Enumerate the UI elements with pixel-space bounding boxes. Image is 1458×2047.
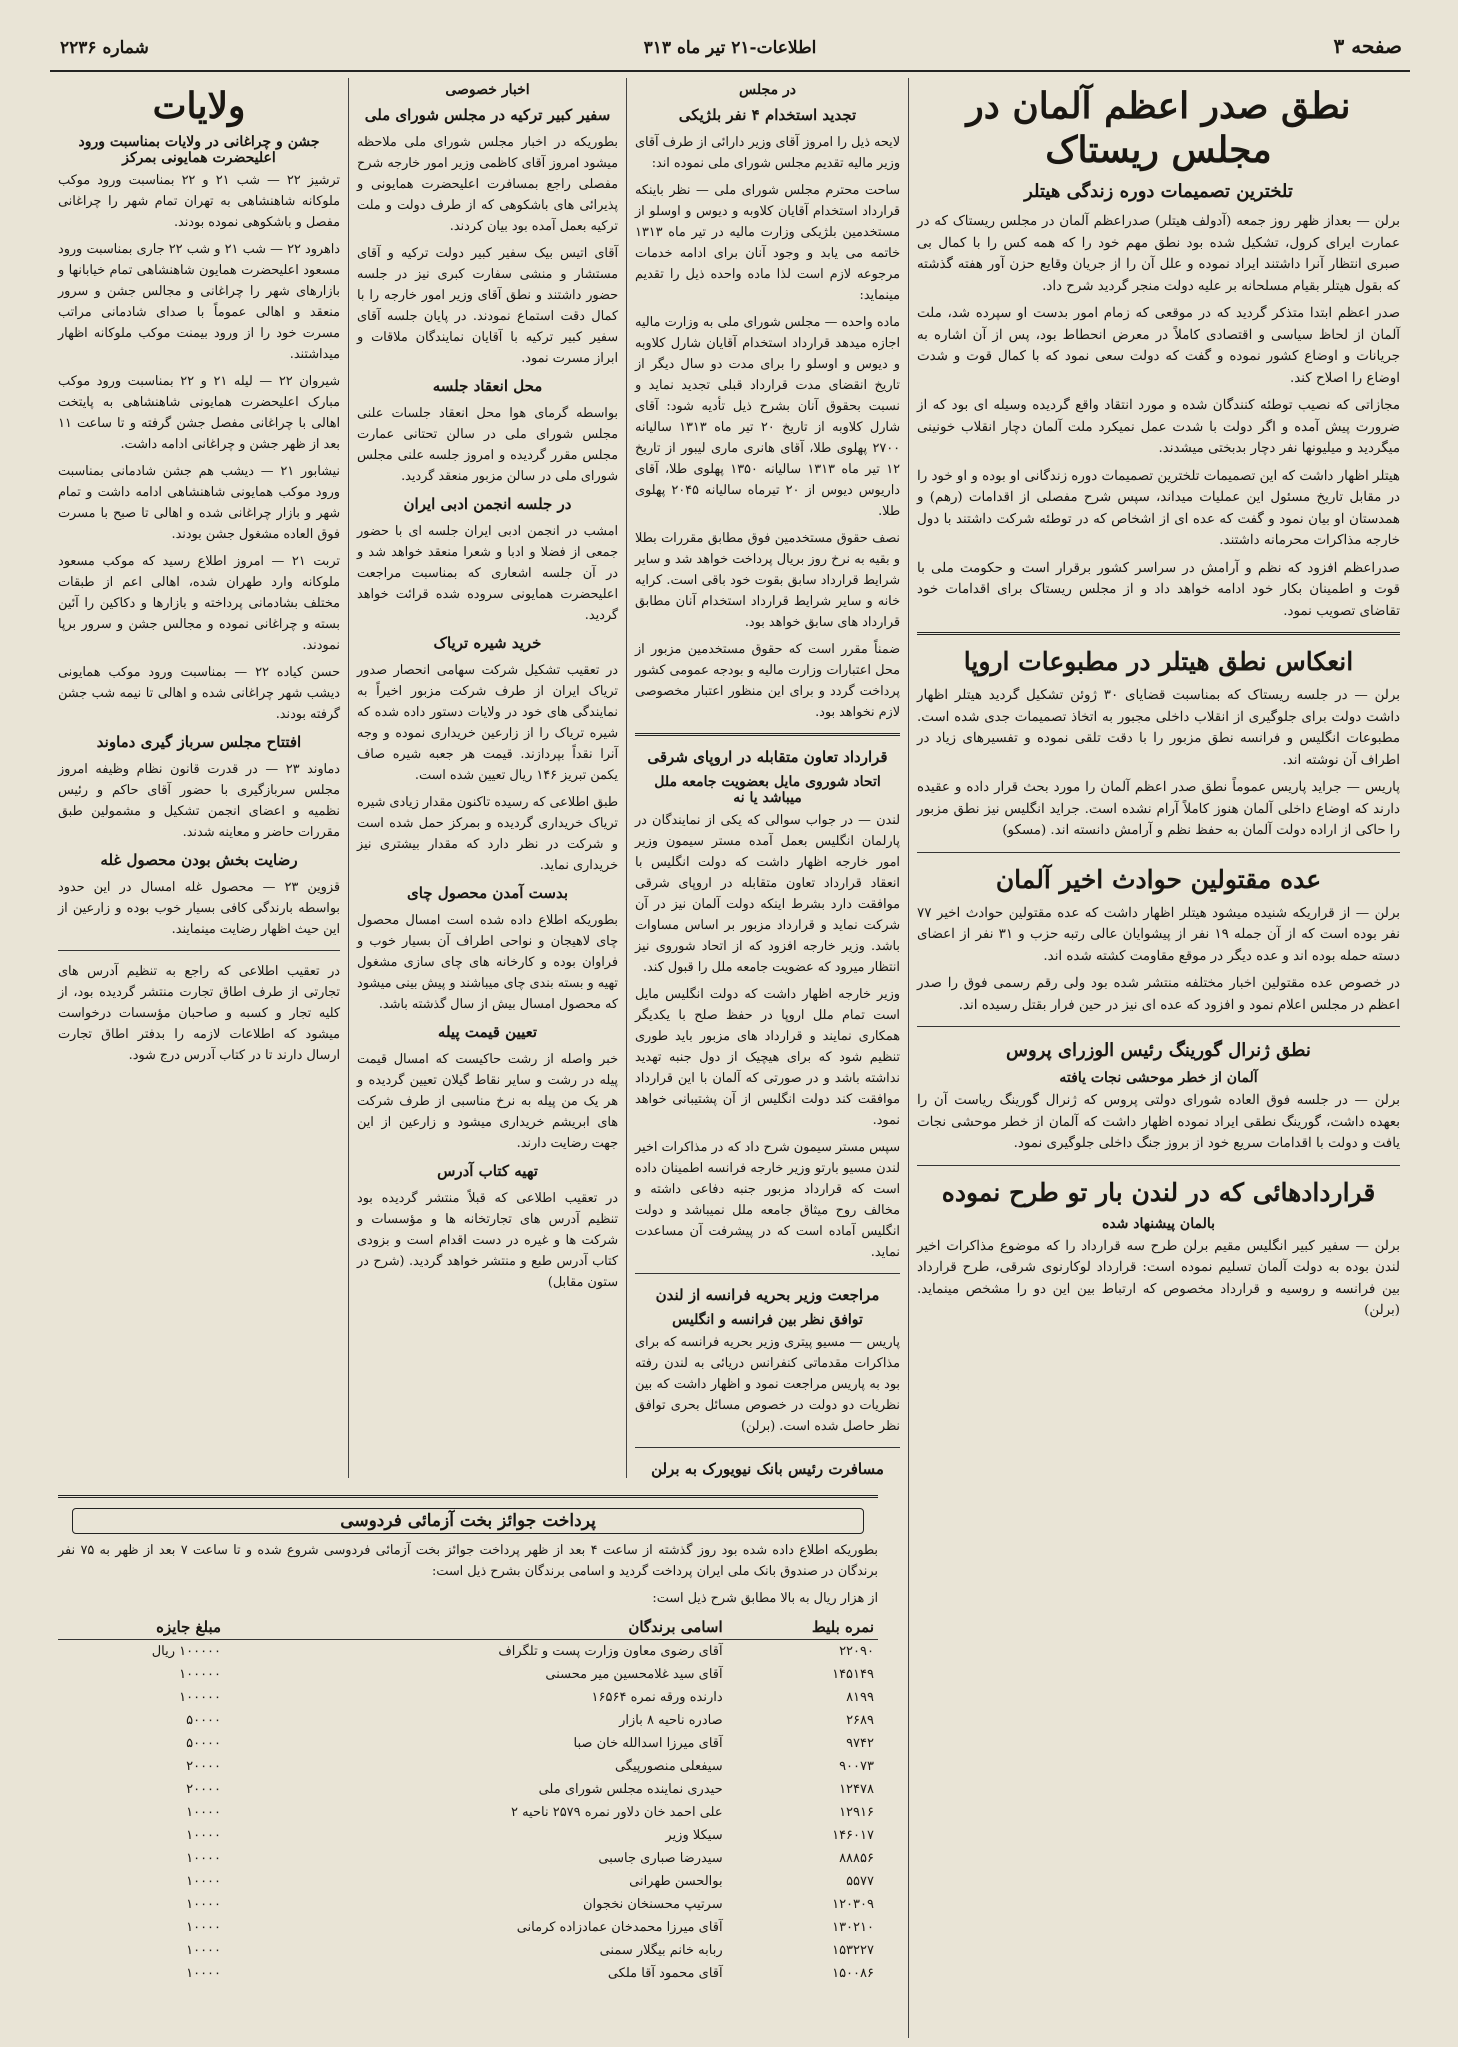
article-paragraph: ضمناً مقرر است که حقوق مستخدمین مزبور از محل اعتبارات وزارت مالیه و بودجه عمومی کشور پرداخت گردد و برای این منظور اعتبار مخصوصی لازم نخواهد بود.	[635, 642, 900, 720]
table-row	[58, 1709, 878, 1732]
ticket-number: ۱۴۵۱۴۹	[832, 1667, 874, 1682]
ticket-number: ۸۸۸۵۶	[839, 1851, 874, 1866]
winner-name: سیدرضا صباری جاسبی	[598, 1851, 723, 1866]
prize-amount: ۱۰۰۰۰	[186, 1897, 222, 1912]
col-header-ticket: نمره بلیط	[727, 1615, 878, 1640]
table-row	[58, 1801, 878, 1824]
ticket-number: ۹۰۰۷۳	[839, 1759, 874, 1774]
divider	[635, 1273, 900, 1274]
headline-grain-harvest: رضایت بخش بودن محصول غله	[100, 851, 298, 869]
article-paragraph: لندن — در جواب سوالی که یکی از نمایندگان در پارلمان انگلیس بعمل آمده مستر سیمون وزیر امور خارجه اظهار داشت که دولت انگلیس با انعقاد قرارداد تعاون متقابله در اروپای شرقی موافقت دارد بشرط اینکه دولت آلمان نیز در آن شرکت نماید و قرارداد مزبور بر اساس مساوات باشد. وزیر خارجه افزود که از اتحاد شوروی نیز انتظار میرود که عضویت جامعه ملل را قبول کند.	[635, 813, 900, 975]
page-header	[50, 30, 1410, 72]
prize-amount: ۲۰۰۰۰	[186, 1759, 222, 1774]
headline-literary-society: در جلسه انجمن ادبی ایران	[403, 495, 572, 513]
winner-name: سرتیپ محسنخان نخجوان	[582, 1897, 723, 1912]
headline-belgian-hiring: تجدید استخدام ۴ نفر بلژیکی	[678, 106, 857, 124]
article-paragraph: مجازاتی که نصیب توطئه کنندگان شده و مورد انتقاد واقع گردیده وسیله ای بود که از ضرورت پیش آمده و اگر دولت با شدت عمل نمیکرد ملت آلمان دچار انقلاب خونینی میگردید و میلیونها نفر دچار بدبختی میشدند.	[917, 398, 1400, 456]
divider	[917, 1165, 1400, 1166]
prize-amount: ۱۰۰۰۰	[186, 1805, 222, 1820]
winner-name: سیفعلی منصورپیگی	[614, 1759, 723, 1774]
headline-french-navy: مراجعت وزیر بحریه فرانسه از لندن	[655, 1286, 880, 1304]
winner-name: آقای میرزا اسدالله خان صبا	[573, 1736, 723, 1751]
article-paragraph: بطوریکه اطلاع داده شده است امسال محصول چای لاهیجان و نواحی اطراف آن بسیار خوب و فراوان بوده و کارخانه های چای سازی مشغول تهیه و بسته بندی چای میباشند و پیش بینی میشود که محصول امسال بیش از سال گذشته باشد.	[357, 913, 618, 1012]
divider	[58, 950, 340, 951]
article-paragraph: برلن — در جلسه ریستاک که بمناسبت قضایای ۳۰ ژوئن تشکیل گردید هیتلر اظهار داشت دولت برای جلوگیری از انقلاب داخلی مجبور به اتخاذ تصمیمات جدی شده است. مطبوعات انگلیس و فرانسه نطق مزبور را با دقت تلقی نموده و تفسیرهای زیاد در اطراف آن نوشته اند.	[917, 688, 1400, 768]
column-main-news	[908, 78, 1408, 2038]
lottery-intro: بطوریکه اطلاع داده شده بود روز گذشته از ساعت ۴ بعد از ظهر پرداخت جوائز بخت آزمائی فردوسی شروع شده و تا ساعت ۷ بعد از ظهر به ۷۵ نفر برندگان در صندوق بانک ملی ایران پرداخت گردید و اسامی برندگان بشرح ذیل است:	[58, 1543, 878, 1579]
headline-session-venue: محل انعقاد جلسه	[432, 377, 543, 395]
divider	[917, 632, 1400, 635]
article-paragraph: خبر واصله از رشت حاکیست که امسال قیمت پیله در رشت و سایر نقاط گیلان تعیین گردیده و هر یک من پیله به نرخ مناسبی از طرف شرکت های ابریشم خریداری میشود و زارعین از این جهت رضایت دارند.	[357, 1052, 618, 1151]
article-paragraph: صدراعظم افزود که نظم و آرامش در سراسر کشور برقرار است و حکومت ملی با قوت و اطمینان بکار خود ادامه خواهد داد و از مجلس ریستاک برای اقدامات خود تقاضای تصویب نمود.	[917, 560, 1400, 619]
prize-amount: ۱۰۰۰۰۰ ریال	[151, 1644, 222, 1659]
ticket-number: ۵۵۷۷	[846, 1874, 874, 1889]
headline-barthou-treaties: قراردادهائی که در لندن بار تو طرح نموده	[941, 1177, 1376, 1207]
prize-table-header	[58, 1615, 878, 1640]
article-paragraph: حسن کیاده ۲۲ — بمناسبت ورود موکب همایونی دیشب شهر چراغانی شده و اهالی تا نیمه شب جشن گرفته بودند.	[58, 665, 340, 722]
section-label-private-news: اخبار خصوصی	[445, 82, 530, 98]
table-row	[58, 1847, 878, 1870]
headline-cocoon-price: تعیین قیمت پیله	[437, 1023, 538, 1041]
page-number: صفحه ۳	[1333, 34, 1402, 58]
headline-turkish-ambassador: سفیر کبیر ترکیه در مجلس شورای ملی	[364, 106, 611, 124]
table-row	[58, 1686, 878, 1709]
prize-amount: ۲۰۰۰۰	[186, 1782, 222, 1797]
winner-name: حیدری نماینده مجلس شورای ملی	[538, 1782, 723, 1797]
winner-name: آقای محمود آقا ملکی	[607, 1966, 723, 1981]
subhead-barthou: بالمان پیشنهاد شده	[1101, 1215, 1216, 1232]
section-label-parliament: در مجلس	[739, 82, 796, 98]
article-paragraph: تربت ۲۱ — امروز اطلاع رسید که موکب مسعود ملوکانه وارد طهران شده، اهالی اعم از طبقات مختلف بشادمانی پرداخته و بازارها و دکاکین را آئین بسته و چراغانی نموده و مجالس جشن و سرور برپا نمودند.	[58, 554, 340, 653]
table-row	[58, 1939, 878, 1962]
headline-ny-bank: مسافرت رئیس بانک نیویورک به برلن	[651, 1460, 884, 1478]
masthead-date: اطلاعات-۲۱ تیر ماه ۳۱۳	[643, 38, 817, 58]
ticket-number: ۱۲۰۳۰۹	[832, 1897, 874, 1912]
table-row	[58, 1640, 878, 1664]
headline-goering-speech: نطق ژنرال گورینگ رئیس الوزرای پروس	[1006, 1040, 1311, 1061]
table-row	[58, 1732, 878, 1755]
subhead-hitler-decisions: تلخترین تصمیمات دوره زندگی هیتلر	[1024, 181, 1293, 202]
article-paragraph: هیتلر اظهار داشت که این تصمیمات تلخترین تصمیمات دوره زندگانی او بوده و او خود را در مقابل تاریخ مسئول این عملیات میداند، سپس شرح مفصلی از اقدامات (رهم) و همدستان او بیان نمود و گفت که عده ای از اشخاص که در توطئه شرکت داشتند با دول خارجه مذاکرات محرمانه داشتند.	[917, 468, 1400, 548]
prize-amount: ۱۰۰۰۰	[186, 1874, 222, 1889]
prize-amount: ۵۰۰۰۰	[186, 1736, 222, 1751]
headline-europe-press: انعکاس نطق هیتلر در مطبوعات اروپا	[963, 647, 1354, 676]
article-paragraph: در تعقیب اطلاعی که راجع به تنظیم آدرس های تجارتی از طرف اطاق تجارت منتشر گردیده بود، از کلیه تجار و کسبه و صاحبان مؤسسات درخواست میشود که اطلاعات لازمه را بدفتر اطاق تجارت ارسال دارند تا در کتاب آدرس درج شود.	[58, 964, 340, 1063]
article-paragraph: در خصوص عده مقتولین اخبار مختلفه منتشر شده بود ولی رقم رسمی فوق را صدر اعظم در مجلس اعلام نمود و افزود که عده ای نیز در حین فرار بقتل رسیده اند.	[917, 976, 1400, 1013]
winner-name: سیکلا وزیر	[665, 1828, 723, 1843]
article-paragraph: شیروان ۲۲ — لیله ۲۱ و ۲۲ بمناسبت ورود موکب مبارک اعلیحضرت همایونی شاهنشاهی به پایتخت اهالی با چراغانی مفصل جشن گرفته و تا ساعت ۱۱ بعد از ظهر جشن و چراغانی ادامه داشت.	[58, 374, 341, 452]
ticket-number: ۲۶۸۹	[846, 1713, 874, 1728]
column-parliament	[626, 78, 908, 1478]
table-row	[58, 1916, 878, 1939]
headline-opium-purchase: خرید شیره تریاک	[433, 634, 542, 652]
article-paragraph: در تعقیب تشکیل شرکت سهامی انحصار صدور تریاک ایران از طرف شرکت مزبور اخیراً به نمایندگی های خود در ولایات دستور داده شده که شیره تریاک را از زارعین خریداری نموده و وجه آنرا نقداً بپردازند. قیمت هر جعبه شیره صاف یکمن تبریز ۱۴۶ ریال تعیین شده است.	[357, 663, 618, 783]
divider	[917, 1026, 1400, 1027]
prize-table	[58, 1615, 878, 1985]
winner-name: آقای رضوی معاون وزارت پست و تلگراف	[498, 1644, 723, 1659]
ticket-number: ۱۵۰۰۸۶	[832, 1966, 874, 1981]
prize-amount: ۱۰۰۰۰۰	[179, 1690, 222, 1705]
winner-name: دارنده ورقه نمره ۱۶۵۶۴	[591, 1690, 723, 1705]
article-paragraph: امشب در انجمن ادبی ایران جلسه ای با حضور جمعی از فضلا و ادبا و شعرا منعقد خواهد شد و در آن جلسه اشعاری که بمناسبت مراجعت اعلیحضرت همایونی سروده شده قرائت خواهد گردید.	[357, 524, 618, 623]
article-paragraph: ساحت محترم مجلس شورای ملی — نظر باینکه قرارداد استخدام آقایان کلاوبه و دیوس و اوسلو از مستخدمین بلژیکی وزارت مالیه در تیر ماه ۱۳۱۳ خاتمه می یابد و وجود آنان برای ادامه خدمات مرجوعه لازم است لذا ماده واحده ذیل را تقدیم مینماید:	[635, 183, 900, 303]
winner-name: آقای سید غلامحسین میر محسنی	[545, 1667, 723, 1682]
headline-provinces: ولایات	[152, 85, 246, 127]
headline-tea-harvest: بدست آمدن محصول چای	[406, 884, 569, 902]
divider	[917, 852, 1400, 853]
article-paragraph: قزوین ۲۳ — محصول غله امسال در این حدود بواسطه بارندگی کافی بسیار خوب بوده و زارعین از این حیث اظهار رضایت مینمایند.	[58, 880, 341, 937]
ticket-number: ۱۲۹۱۶	[839, 1805, 874, 1820]
article-paragraph: ماده واحده — مجلس شورای ملی به وزارت مالیه اجازه میدهد قرارداد استخدام آقایان شارل کلاوبه و دیوس و اوسلو را برای مدت دو سال دیگر از تاریخ انقضای مدت قرارداد قبلی تجدید نماید و نسبت بحقوق آنان بشرح ذیل تأدیه شود: آقای شارل کلاوبه از تاریخ ۲۰ تیر ماه ۱۳۱۳ سالیانه ۲۷۰۰ پهلوی طلا، آقای هانری ماری لیبور از تاریخ ۱۲ تیر ماه ۱۳۱۳ سالیانه ۱۳۵۰ پهلوی طلا، آقای داریوس دیوس از ۲۰ تیرماه سالیانه ۲۰۴۵ پهلوی طلا.	[635, 315, 900, 519]
ticket-number: ۸۱۹۹	[846, 1690, 874, 1705]
column-provinces	[50, 78, 348, 1478]
subhead-goering: آلمان از خطر موحشی نجات یافته	[1059, 1070, 1258, 1086]
article-paragraph: برلن — سفیر کبیر انگلیس مقیم برلن طرح سه قرارداد را که موضوع مذاکرات اخیر لندن بوده به دولت آلمان تسلیم نموده است: قرارداد لوکارنوی شرقی، طرح قرارداد بین فرانسه و روسیه و قرارداد مخصوص که ارتباط بین این دو را مشخص مینماید. (برلن)	[917, 1238, 1400, 1318]
winner-name: علی احمد خان دلاور نمره ۲۵۷۹ ناحیه ۲	[510, 1805, 723, 1820]
table-row	[58, 1893, 878, 1916]
prize-amount: ۱۰۰۰۰	[186, 1966, 222, 1981]
headline-eastern-pact: قرارداد تعاون متقابله در اروپای شرقی	[647, 748, 888, 766]
ticket-number: ۱۲۴۷۸	[839, 1782, 874, 1797]
subhead-celebrations: جشن و چراغانی در ولایات بمناسبت ورود اعلیحضرت همایونی بمرکز	[78, 134, 320, 166]
divider	[635, 1447, 900, 1448]
table-row	[58, 1663, 878, 1686]
table-row	[58, 1755, 878, 1778]
subhead-agreement: توافق نظر بین فرانسه و انگلیس	[672, 1312, 863, 1328]
ticket-number: ۱۵۳۲۲۷	[832, 1943, 874, 1958]
article-paragraph: پاریس — جراید پاریس عموماً نطق صدر اعظم آلمان را مورد بحث قرار داده و عقیده دارند که اوضاع داخلی آلمان هنوز کاملاً آرام نشده است. جراید انگلیس نیز نطق مزبور را حاکی از اراده دولت آلمان به حفظ نظم و آرامش دانسته اند. (مسکو)	[917, 780, 1400, 838]
table-row	[58, 1962, 878, 1985]
winner-name: آقای میرزا محمدخان عمادزاده کرمانی	[516, 1920, 723, 1935]
article-paragraph: برلن — بعداز ظهر روز جمعه (آدولف هیتلر) صدراعظم آلمان در مجلس ریستاک که در عمارت ایرای کرول، تشکیل شده بود نطق مهم خود را که همه کس را با کمال بی صبری انتظار آنرا داشتند ایراد نموده و علل آن را از جریان وقایع حزن آور هفته گذشته که بقول هیتلر بقیام مسلحانه بر علیه دولت منجر گردید شرح داد.	[917, 214, 1400, 294]
prize-amount: ۱۰۰۰۰	[186, 1920, 222, 1935]
winner-name: صادره ناحیه ۸ بازار	[619, 1713, 723, 1728]
table-row	[58, 1824, 878, 1847]
article-paragraph: صدر اعظم ابتدا متذکر گردید که در موقعی که زمام امور بدست او سپرده شد، ملت آلمان از لحاظ سیاسی و اقتصادی کاملاً در معرض انحطاط بود، پس از آن اشاره به جریانات و اوضاع کشور نموده و گفت که دولت سعی نمود که با کمال قوت و شدت اوضاع را اصلاح کند.	[917, 306, 1400, 386]
prize-amount: ۱۰۰۰۰	[186, 1828, 222, 1843]
prize-amount: ۵۰۰۰۰	[186, 1713, 222, 1728]
article-paragraph: ترشیز ۲۲ — شب ۲۱ و ۲۲ بمناسبت ورود موکب ملوکانه شاهنشاهی به تهران تمام شهر را چراغانی مفصل و باشکوهی نموده بودند.	[58, 173, 340, 230]
column-private-news	[348, 78, 626, 1478]
headline-conscription: افتتاح مجلس سرباز گیری دماوند	[96, 733, 302, 751]
article-paragraph: بطوریکه در اخبار مجلس شورای ملی ملاحظه میشود امروز آقای کاظمی وزیر امور خارجه شرح مفصلی راجع بمسافرت اعلیحضرت همایونی و پذیرائی های باشکوهی که از طرف دولت و ملت ترکیه بعمل آمده بود بیان کردند.	[357, 135, 618, 234]
divider	[635, 733, 900, 736]
table-row	[58, 1778, 878, 1801]
ticket-number: ۱۳۰۲۱۰	[832, 1920, 874, 1935]
table-row	[58, 1870, 878, 1893]
lottery-section	[58, 1485, 878, 1985]
article-paragraph: وزیر خارجه اظهار داشت که دولت انگلیس مایل است تمام ملل اروپا در حفظ صلح با یکدیگر همکاری نمایند و قرارداد های مزبور باید طوری تنظیم شود که برای هیچیک از دول جنبه تهدید نداشته باشد و در صورتی که آلمان با این قرارداد موافقت کند دولت انگلیس از آن پشتیبانی خواهد نمود.	[635, 987, 900, 1128]
article-paragraph: نصف حقوق مستخدمین فوق مطابق مقررات بطلا و بقیه به نرخ روز بریال پرداخت خواهد شد و سایر شرایط قرارداد سابق بقوت خود باقی است. کرایه خانه و سایر شرایط قرارداد استخدام آنان مطابق قرارداد های سابق خواهد بود.	[635, 531, 900, 630]
article-paragraph: برلن — از قراریکه شنیده میشود هیتلر اظهار داشت که عده مقتولین حوادث اخیر ۷۷ نفر بوده است که از آن جمله ۱۹ نفر از پیشوایان عالی رتبه حزب و ۳۱ نفر از اعضای دسته حمله بوده اند و عده دیگر در موقع مقاومت کشته شده اند.	[917, 905, 1400, 964]
article-paragraph: داهرود ۲۲ — شب ۲۱ و شب ۲۲ جاری بمناسبت ورود مسعود اعلیحضرت همایون شاهنشاهی تمام خیابانها و بازارهای شهر را چراغانی و مجالس جشن و سرور منعقد و اهالی عموماً با صدای شادمانی مراتب مسرت خود را از ورود بیمنت موکب ملوکانه اظهار میداشتند.	[58, 242, 340, 362]
article-paragraph: طبق اطلاعی که رسیده تاکنون مقدار زیادی شیره تریاک خریداری گردیده و بمرکز حمل شده است و شرکت در نظر دارد که مقدار بیشتری نیز خریداری نماید.	[357, 795, 618, 873]
col-header-name: اسامی برندگان	[225, 1615, 727, 1640]
lottery-title: پرداخت جوائز بخت آزمائی فردوسی	[72, 1508, 864, 1534]
subhead-soviet-league: اتحاد شوروی مایل بعضویت جامعه ملل میباشد یا نه	[654, 774, 881, 806]
article-paragraph: دماوند ۲۳ — در قدرت قانون نظام وظیفه امروز مجلس سربازگیری با حضور آقای حاکم و رئیس نظمیه و اعضای انجمن تشکیل و مشمولین طبق مقررات حاضر و معاینه شدند.	[58, 762, 340, 840]
prize-amount: ۱۰۰۰۰	[186, 1851, 222, 1866]
winner-name: ربابه خانم بیگلار سمنی	[599, 1943, 723, 1958]
ticket-number: ۱۴۶۰۱۷	[832, 1828, 874, 1843]
col-header-prize: مبلغ جایزه	[58, 1615, 225, 1640]
article-paragraph: نیشابور ۲۱ — دیشب هم جشن شادمانی بمناسبت ورود موکب همایونی شاهنشاهی ادامه داشت و تمام شهر و بازار چراغانی شده و اهالی تا صبح با مسرت فوق العاده مشغول جشن بودند.	[58, 464, 340, 542]
headline-address-book: تهیه کتاب آدرس	[437, 1162, 538, 1180]
ticket-number: ۹۷۴۲	[846, 1736, 874, 1751]
article-paragraph: آقای اتیس بیک سفیر کبیر دولت ترکیه و آقای مستشار و منشی سفارت کبری نیز در جلسه حضور داشتند و نطق آقای وزیر امور خارجه را با کمال دقت استماع نمودند. در پایان جلسه آقای سفیر کبیر ترکیه با آقایان نمایندگان ملاقات و ابراز مسرت نمود.	[357, 246, 618, 366]
article-paragraph: لایحه ذیل را امروز آقای وزیر دارائی از طرف آقای وزیر مالیه تقدیم مجلس شورای ملی نموده اند:	[635, 135, 900, 171]
ticket-number: ۲۲۰۹۰	[839, 1644, 874, 1659]
article-paragraph: برلن — در جلسه فوق العاده شورای دولتی پروس که ژنرال گورینگ ریاست آن را بعهده داشت، گورینگ نطقی ایراد نموده اظهار داشت که آلمان از خطر موحشی نجات یافت و دولت با اقدامات سریع خود از بروز جنگ داخلی جلوگیری نمود.	[917, 1093, 1400, 1151]
article-paragraph: پاریس — مسیو پیتری وزیر بحریه فرانسه که برای مذاکرات مقدماتی کنفرانس دریائی به لندن رفته بود به پاریس مراجعت نمود و اظهار داشت که بین نظریات دو دولت در خصوص مسائل بحری توافق نظر حاصل شده است. (برلن)	[635, 1335, 900, 1434]
prize-amount: ۱۰۰۰۰	[186, 1943, 222, 1958]
article-paragraph: در تعقیب اطلاعی که قبلاً منتشر گردیده بود تنظیم آدرس های تجارتخانه ها و مؤسسات و شرکت ها و غیره در دست اقدام است و بزودی کتاب آدرس طبع و منتشر خواهد گردید. (شرح در ستون مقابل)	[357, 1191, 618, 1290]
article-paragraph: بواسطه گرمای هوا محل انعقاد جلسات علنی مجلس شورای ملی در سالن تحتانی عمارت مجلس مقرر گردیده و امروز جلسه علنی مجلس شورای ملی در سالن مزبور منعقد گردید.	[357, 406, 618, 484]
lottery-subtitle: از هزار ریال به بالا مطابق شرح ذیل است:	[652, 1591, 878, 1606]
issue-number: شماره ۲۲۳۶	[60, 38, 149, 58]
divider	[58, 1495, 878, 1498]
headline-casualties: عده مقتولین حوادث اخیر آلمان	[995, 864, 1322, 894]
prize-amount: ۱۰۰۰۰۰	[179, 1667, 222, 1682]
article-paragraph: سپس مستر سیمون شرح داد که در مذاکرات اخیر لندن مسیو بارتو وزیر خارجه فرانسه اطمینان داده است که قرارداد مزبور جنبه دفاعی داشته و مخالف روح میثاق جامعه ملل نمیباشد و دولت انگلیس آماده است که در پیشرفت آن مساعدت نماید.	[635, 1140, 900, 1260]
headline-hitler-speech: نطق صدر اعظم آلمان در مجلس ریستاک	[966, 85, 1351, 171]
winner-name: بوالحسن طهرانی	[629, 1874, 723, 1889]
